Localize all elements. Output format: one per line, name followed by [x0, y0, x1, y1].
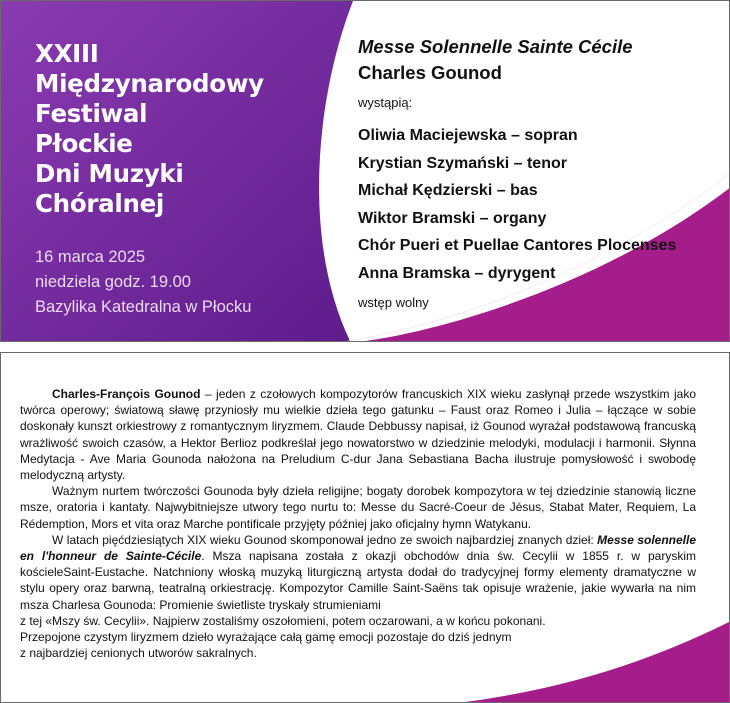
composer-name: Charles Gounod — [358, 62, 502, 83]
performer-item: Krystian Szymański – tenor — [358, 154, 567, 172]
title-line: XXIII — [35, 39, 99, 68]
title-line: Międzynarodowy — [35, 69, 264, 98]
admission-note: wstęp wolny — [358, 295, 429, 310]
paragraph-3-intro: W latach pięćdziesiątych XIX wieku Gounod skomponował jedno ze swoich najbardziej znanych dzieł: — [52, 532, 598, 547]
composer-full-name: Charles-François Gounod — [52, 387, 201, 401]
performer-item: Wiktor Bramski – organy — [358, 209, 547, 227]
title-line: Dni Muzyki — [35, 159, 184, 188]
paragraph-1 — [20, 386, 696, 483]
title-line: Festiwal — [35, 99, 148, 128]
event-venue: Bazylika Katedralna w Płocku — [35, 298, 252, 316]
title-line: Chóralnej — [35, 189, 165, 218]
front-card — [0, 0, 730, 342]
paragraph-1-text: – jeden z czołowych kompozytorów francuskich XIX wieku zasłynął przede wszystkim jako twórca operowy; światową sławę przyniosły mu wielkie dzieła tego gatunku – Faust oraz Romeo i Julia – łączące w sobie doskonały kunszt orkiestrowy z romantycznym liryzmem. Claude Debbussy napisał, iż Gounod wyrażał podstawową francuską wrażliwość swoich czasów, a Hektor Berlioz podkreślał jego nowatorstwo w dziedzinie melodyki, modulacji i harmonii. Słynna Medytacja - Ave Maria Gounoda nałożona na Preludium C-dur Jana Sebastiana Bacha ilustruje pomysłowość i swobodę melodyczną artysty. — [20, 387, 696, 483]
performer-item: Oliwia Maciejewska – sopran — [358, 127, 578, 144]
paragraph-4-line: z najbardziej cenionych utworów sakralnych. — [20, 646, 257, 661]
performer-item: Anna Bramska – dyrygent — [358, 264, 556, 282]
performers-label: wystąpią: — [358, 95, 413, 110]
performer-item: Chór Pueri et Puellae Cantores Plocenses — [358, 237, 677, 254]
performer-item: Michał Kędzierski – bas — [358, 182, 538, 199]
performers-list — [358, 122, 676, 287]
mass-title: Messe solennelle en l'honneur de Sainte-Cécile — [20, 532, 697, 564]
program-block — [358, 34, 676, 310]
title-line: Płockie — [35, 129, 133, 158]
work-title: Messe Solennelle Sainte Cécile — [358, 36, 633, 57]
paragraph-3-text: . Msza napisana została z okazji obchodów dnia św. Cecylii w 1855 r. w paryskim kościeleSaint-Eustache. Natchniony włoską muzyką liturgiczną artysta dodał do tradycyjnej formy elementy dramatyczne w stylu opery oraz barwną, teatralną orkiestrację. Kompozytor Camille Saint-Saëns tak opisuje wrażenie, jakie wywarła na nim msza Charlesa Gounoda: Promienie świetliste tryskały strumieniami — [20, 549, 696, 612]
back-card — [0, 352, 730, 703]
paragraph-3 — [20, 532, 696, 613]
event-info — [35, 245, 251, 320]
paragraph-2: Ważnym nurtem twórczości Gounoda były dzieła religijne; bogaty dorobek kompozytora w tej dziedzinie stanowią liczne msze, oratoria i kantaty. Najwybitniejsze utwory tego nurtu to: Messe du Sacré-Coeur de Jésus, Stabat Mater, Requiem, La Rédemption, Mors et vita oraz Marche pontificale przyjęty później jako oficjalny hymn Watykanu. — [20, 484, 696, 531]
paragraph-4-line: z tej «Mszy św. Cecylii». Najpierw zostaliśmy oszołomieni, potem oczarowani, a w końcu pokonani. — [20, 613, 546, 628]
composer-description — [20, 386, 696, 661]
paragraph-4-line: Przepojone czystym liryzmem dzieło wyrażające całą gamę emocji pozostaje do dziś jednym — [20, 630, 512, 645]
event-date: 16 marca 2025 — [35, 248, 146, 266]
event-time: niedziela godz. 19.00 — [35, 273, 191, 291]
festival-title — [35, 39, 264, 219]
